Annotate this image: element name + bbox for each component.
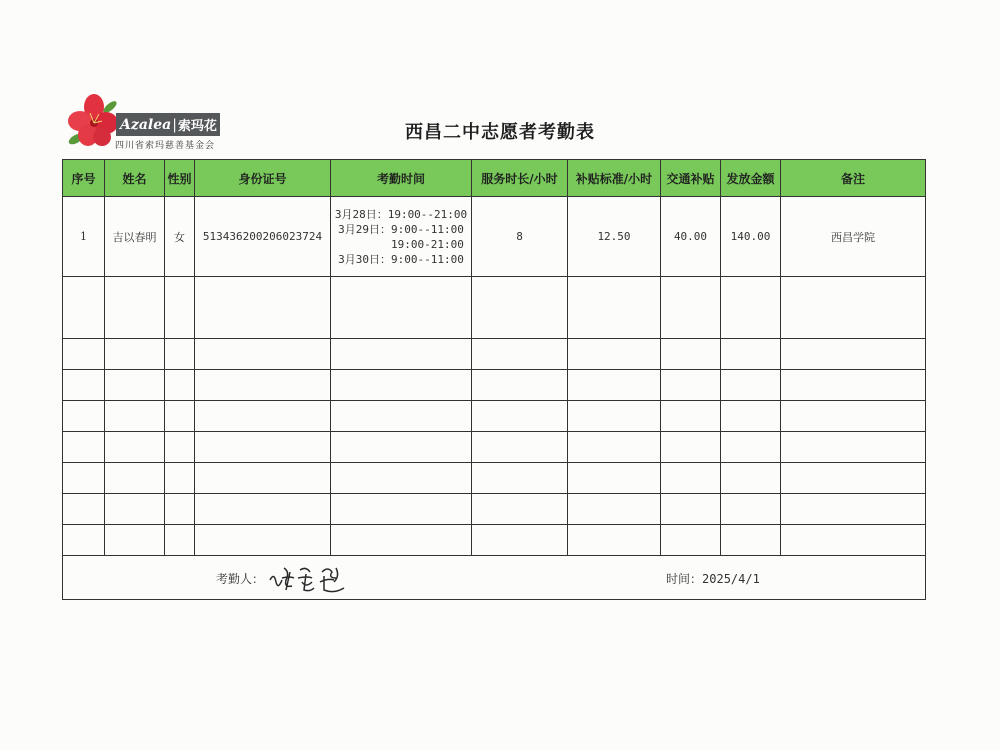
brand-english: Azalea (120, 116, 172, 133)
attendance-line: 19:00-21:00 (338, 237, 464, 251)
header-attendance-time: 考勤时间 (331, 160, 472, 197)
empty-table-row (63, 277, 926, 339)
empty-table-row (63, 463, 926, 494)
table-header-row (63, 160, 926, 197)
attendance-table (62, 159, 926, 600)
empty-table-row (63, 339, 926, 370)
header-hourly-rate: 补贴标准/小时 (568, 160, 661, 197)
organization-name: 四川省索玛慈善基金会 (115, 141, 216, 151)
cell-name: 吉以春明 (105, 197, 165, 277)
cell-gender: 女 (165, 197, 195, 277)
footer-row (63, 556, 926, 600)
date-value: 2025/4/1 (702, 572, 760, 586)
header-remarks: 备注 (781, 160, 926, 197)
empty-table-row (63, 370, 926, 401)
header-id-number: 身份证号 (195, 160, 331, 197)
header-gender: 性别 (165, 160, 195, 197)
empty-table-row (63, 525, 926, 556)
cell-id-number: 513436200206023724 (195, 197, 331, 277)
header-name: 姓名 (105, 160, 165, 197)
header-payment-amount: 发放金额 (721, 160, 781, 197)
cell-index: 1 (63, 197, 105, 277)
signature-cell (63, 556, 926, 600)
cell-attendance-times (331, 197, 472, 277)
cell-payment-amount: 140.00 (721, 197, 781, 277)
brand-separator: | (172, 116, 177, 133)
cell-hourly-rate: 12.50 (568, 197, 661, 277)
header-service-hours: 服务时长/小时 (472, 160, 568, 197)
date-label: 时间： (666, 572, 703, 586)
empty-table-row (63, 401, 926, 432)
handwritten-signature (266, 558, 352, 598)
cell-transport-allowance: 40.00 (661, 197, 721, 277)
attendance-line: 3月30日：9:00--11:00 (338, 252, 464, 266)
document-title: 西昌二中志愿者考勤表 (405, 122, 595, 143)
recorder-label: 考勤人： (216, 572, 265, 586)
date-field (666, 570, 760, 587)
cell-remarks: 西昌学院 (781, 197, 926, 277)
brand-chinese: 索玛花 (177, 119, 217, 134)
table-row (63, 197, 926, 277)
header-transport-allowance: 交通补贴 (661, 160, 721, 197)
attendance-line: 3月29日：9:00--11:00 (338, 222, 464, 236)
empty-table-row (63, 494, 926, 525)
empty-table-row (63, 432, 926, 463)
attendance-line: 3月28日：19:00--21:00 (334, 207, 468, 221)
cell-service-hours: 8 (472, 197, 568, 277)
header-index: 序号 (63, 160, 105, 197)
